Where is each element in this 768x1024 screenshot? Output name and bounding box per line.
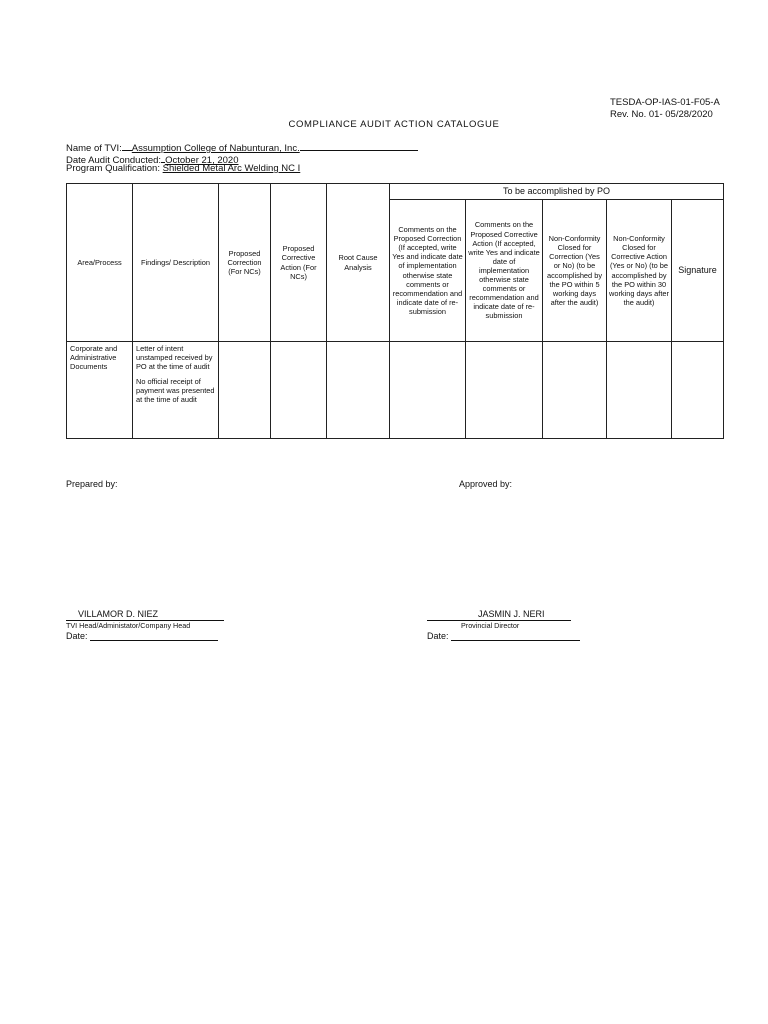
cell-proposed-corrective-action[interactable] bbox=[271, 342, 327, 439]
finding-1: Letter of intent unstamped received by PO at the time of audit bbox=[136, 344, 213, 372]
approved-name: JASMIN J. NERI bbox=[478, 609, 545, 619]
cell-nc-closed-correction[interactable] bbox=[543, 342, 607, 439]
document-code: TESDA-OP-IAS-01-F05-A bbox=[610, 97, 720, 108]
cell-comments-corrective[interactable] bbox=[466, 342, 543, 439]
prepared-position: TVI Head/Administator/Company Head bbox=[66, 621, 191, 630]
header-nc-closed-corrective: Non-Conformity Closed for Corrective Action (Yes or No) (to be accomplished by the PO within 30 working days after the audit) bbox=[607, 200, 672, 342]
prepared-by-label: Prepared by: bbox=[66, 479, 118, 489]
approved-by-label: Approved by: bbox=[459, 479, 513, 489]
header-signature: Signature bbox=[672, 200, 724, 342]
program-label: Program Qualification: bbox=[66, 163, 160, 174]
tvi-value: Assumption College of Nabunturan, Inc. bbox=[131, 143, 300, 154]
revision-number: Rev. No. 01- 05/28/2020 bbox=[610, 109, 713, 120]
header-comments-correction: Comments on the Proposed Correction (If accepted, write Yes and indicate date of implementation otherwise state comments or recommendation and indicate date of re-submission bbox=[390, 200, 466, 342]
tvi-label: Name of TVI: bbox=[66, 143, 122, 154]
program-line bbox=[66, 163, 300, 175]
program-value: Shielded Metal Arc Welding NC I bbox=[162, 163, 301, 174]
cell-nc-closed-corrective[interactable] bbox=[607, 342, 672, 439]
header-proposed-correction: Proposed Correction (For NCs) bbox=[219, 184, 271, 342]
header-findings: Findings/ Description bbox=[133, 184, 219, 342]
audit-action-table bbox=[66, 183, 724, 439]
header-po-group: To be accomplished by PO bbox=[390, 184, 724, 200]
table-row bbox=[67, 342, 724, 439]
header-root-cause: Root Cause Analysis bbox=[327, 184, 390, 342]
approved-date-label: Date: bbox=[427, 631, 449, 641]
cell-findings bbox=[133, 342, 219, 439]
approved-date-line[interactable] bbox=[451, 640, 580, 641]
cell-proposed-correction[interactable] bbox=[219, 342, 271, 439]
prepared-date-line[interactable] bbox=[90, 640, 218, 641]
cell-comments-correction[interactable] bbox=[390, 342, 466, 439]
page-title: COMPLIANCE AUDIT ACTION CATALOGUE bbox=[288, 119, 500, 130]
header-comments-corrective: Comments on the Proposed Corrective Action (If accepted, write Yes and indicate date of implementation otherwise state comments or recommendation and indicate date of re-submission bbox=[466, 200, 543, 342]
approved-position: Provincial Director bbox=[461, 621, 520, 630]
date-audit-label: Date Audit Conducted: bbox=[66, 155, 162, 166]
date-audit-value: October 21, 2020 bbox=[165, 155, 239, 166]
prepared-date-label: Date: bbox=[66, 631, 88, 641]
prepared-name: VILLAMOR D. NIEZ bbox=[78, 609, 159, 619]
header-nc-closed-correction: Non-Conformity Closed for Correction (Yes or No) (to be accomplished by the PO within 5 working days after the audit) bbox=[543, 200, 607, 342]
cell-area: Corporate and Administrative Documents bbox=[67, 342, 133, 439]
header-area: Area/Process bbox=[67, 184, 133, 342]
header-proposed-corrective-action: Proposed Corrective Action (For NCs) bbox=[271, 184, 327, 342]
finding-2: No official receipt of payment was presented at the time of audit bbox=[136, 377, 215, 405]
cell-root-cause[interactable] bbox=[327, 342, 390, 439]
cell-signature[interactable] bbox=[672, 342, 724, 439]
